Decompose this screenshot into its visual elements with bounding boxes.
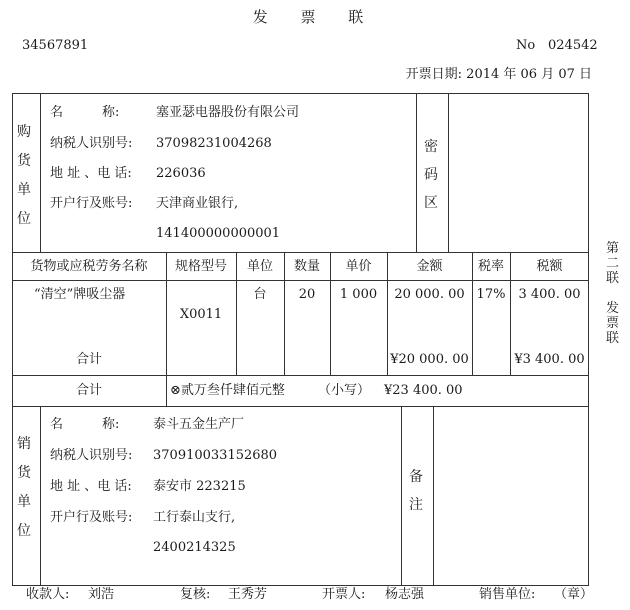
item-amount: 20 000. 00 (394, 287, 465, 302)
item-spec: X0011 (179, 307, 223, 322)
col-header-name: 货物或应税劳务名称 (30, 259, 148, 274)
seller-side-label: 销 货 单 位 (17, 436, 31, 539)
buyer-tax-label: 纳税人识别号: (50, 136, 133, 151)
buyer-address-label: 地 址 、电 话: (50, 166, 132, 181)
col-divider (433, 406, 434, 586)
subtotal-amount: ¥20 000. 00 (390, 352, 469, 367)
seller-tax-label: 纳税人识别号: (50, 448, 133, 463)
col-header-amount: 金额 (416, 259, 443, 274)
issue-date: 开票日期: 2014 年 06 月 07 日 (405, 67, 592, 82)
total-uppercase: ⊗贰万叁仟肆佰元整 (170, 383, 285, 398)
invoice-title: 发 票 联 (252, 8, 378, 26)
col-divider (448, 93, 449, 252)
buyer-name-label: 名 称: (50, 105, 120, 120)
reviewer: 王秀芳 (228, 587, 268, 602)
subtotal-tax: ¥3 400. 00 (514, 352, 585, 367)
password-area-label: 密 码 区 (424, 139, 438, 211)
seller-name: 泰斗五金生产厂 (153, 417, 245, 432)
seller-address-label: 地 址 、电 话: (50, 479, 132, 494)
col-header-spec: 规格型号 (174, 259, 227, 274)
seller-address: 泰安市 223215 (153, 479, 246, 494)
seller-name-label: 名 称: (50, 417, 120, 432)
payee-label: 收款人: (26, 587, 70, 602)
remarks-label: 备 注 (409, 469, 423, 513)
col-divider (416, 93, 417, 252)
item-unit: 台 (253, 287, 267, 302)
col-divider (401, 406, 402, 586)
row-divider (12, 375, 589, 376)
drawer-label: 开票人: (322, 587, 366, 602)
invoice-number: 024542 (548, 38, 598, 53)
copy-side-note: 第 二 联 发 票 联 (606, 241, 620, 346)
buyer-bank: 天津商业银行, (156, 196, 239, 211)
col-header-price: 单价 (345, 259, 372, 274)
col-divider (40, 93, 41, 252)
item-tax: 3 400. 00 (518, 287, 581, 302)
item-qty: 20 (298, 287, 316, 302)
buyer-name: 塞亚瑟电器股份有限公司 (156, 105, 300, 120)
buyer-account: 141400000000001 (156, 226, 281, 241)
total-lowercase-label: （小写） (318, 383, 371, 398)
seller-bank: 工行泰山支行, (153, 510, 236, 525)
row-divider (12, 252, 589, 253)
seller-stamp: （章） (554, 587, 594, 602)
drawer: 杨志强 (385, 587, 425, 602)
col-divider (40, 406, 41, 586)
total-label: 合计 (76, 383, 103, 398)
seller-tax-id: 370910033152680 (153, 448, 278, 463)
seller-bank-label: 开户行及账号: (50, 510, 133, 525)
row-divider (12, 280, 589, 281)
buyer-bank-label: 开户行及账号: (50, 196, 133, 211)
col-header-qty: 数量 (293, 259, 320, 274)
item-price: 1 000 (339, 287, 378, 302)
row-divider (12, 406, 589, 407)
subtotal-label: 合计 (76, 352, 103, 367)
col-header-unit: 单位 (246, 259, 273, 274)
seller-account: 2400214325 (153, 540, 236, 555)
item-rate: 17% (476, 287, 506, 302)
invoice-no-label: No (516, 38, 536, 53)
item-name: “清空”牌吸尘器 (34, 287, 126, 302)
buyer-tax-id: 37098231004268 (156, 136, 272, 151)
col-header-rate: 税率 (477, 259, 504, 274)
buyer-address: 226036 (156, 166, 206, 181)
reviewer-label: 复核: (180, 587, 211, 602)
total-lowercase: ¥23 400. 00 (384, 383, 463, 398)
col-divider (166, 252, 167, 406)
payee: 刘浩 (88, 587, 115, 602)
col-header-tax: 税额 (536, 259, 563, 274)
invoice-code: 34567891 (22, 38, 89, 53)
buyer-side-label: 购 货 单 位 (17, 124, 31, 227)
seller-unit-label: 销售单位: (479, 587, 536, 602)
